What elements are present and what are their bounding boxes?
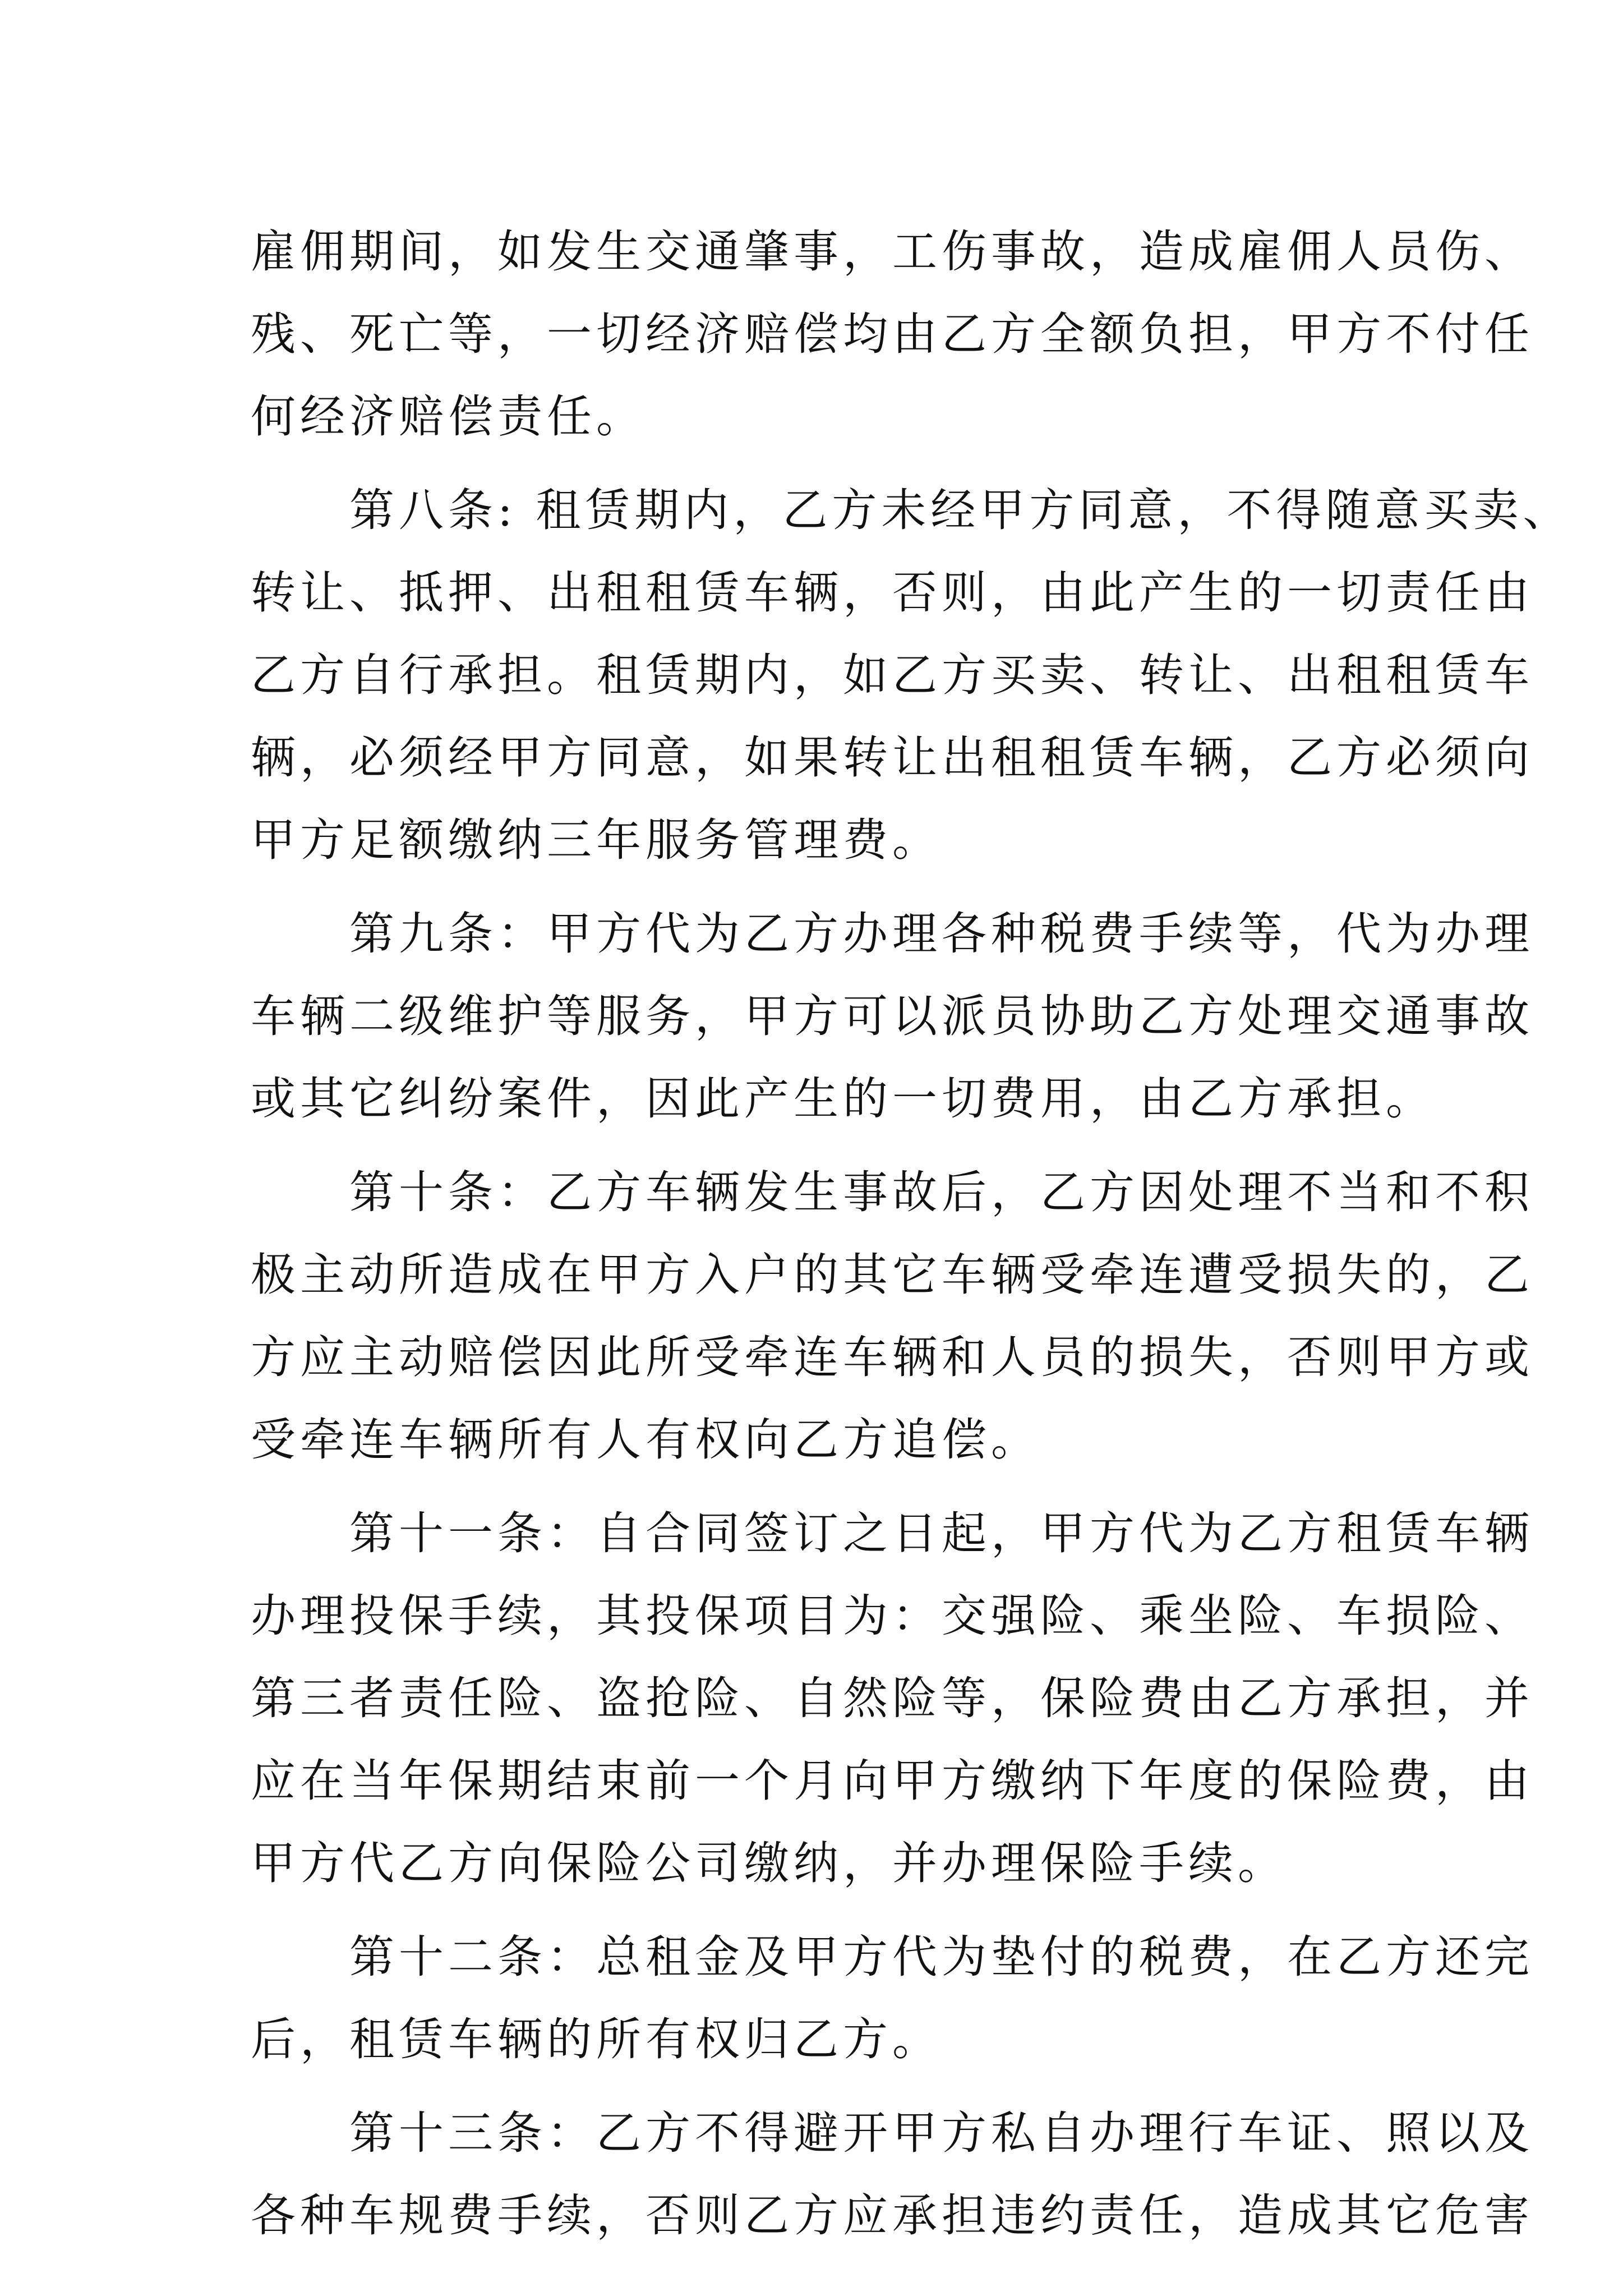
text-line: 甲方代乙方向保险公司缴纳，并办理保险手续。	[251, 1837, 1287, 1889]
paragraph	[251, 1151, 1534, 1481]
text-line: 第九条：甲方代为乙方办理各种税费手续等，代为办理	[251, 908, 1534, 960]
paragraph-gap	[251, 1904, 1395, 1916]
text-line: 第十一条：自合同签订之日起，甲方代为乙方租赁车辆	[251, 1507, 1534, 1559]
text-line: 受牵连车辆所有人有权向乙方追偿。	[251, 1414, 1040, 1466]
paragraph	[251, 2092, 1534, 2257]
paragraph	[251, 1916, 1534, 2081]
text-line: 后，租赁车辆的所有权归乙方。	[251, 2013, 942, 2065]
text-line: 各种车规费手续，否则乙方应承担违约责任，造成其它危害	[251, 2189, 1534, 2242]
paragraph	[251, 892, 1534, 1140]
text-line: 第十二条：总租金及甲方代为垫付的税费，在乙方还完	[251, 1931, 1534, 1983]
text-line: 极主动所造成在甲方入户的其它车辆受牵连遭受损失的，乙	[251, 1249, 1534, 1301]
text-line: 第十条：乙方车辆发生事故后，乙方因处理不当和不积	[251, 1166, 1534, 1218]
text-line: 辆，必须经甲方同意，如果转让出租租赁车辆，乙方必须向	[251, 731, 1534, 784]
text-line: 甲方足额缴纳三年服务管理费。	[251, 814, 942, 866]
paragraph-gap	[251, 1481, 1395, 1492]
text-line: 应在当年保期结束前一个月向甲方缴纳下年度的保险费，由	[251, 1755, 1534, 1807]
text-line: 转让、抵押、出租租赁车辆，否则，由此产生的一切责任由	[251, 567, 1534, 619]
document-body	[251, 210, 1573, 2257]
text-line: 或其它纠纷案件，因此产生的一切费用，由乙方承担。	[251, 1073, 1435, 1125]
text-line: 何经济赔偿责任。	[251, 390, 645, 443]
text-line: 第八条: 租赁期内，乙方未经甲方同意，不得随意买卖、	[251, 484, 1573, 536]
text-line: 乙方自行承担。租赁期内，如乙方买卖、转让、出租租赁车	[251, 649, 1534, 701]
paragraph-gap	[251, 881, 1395, 892]
paragraph	[251, 1492, 1534, 1904]
paragraph-gap	[251, 2081, 1395, 2092]
text-line: 方应主动赔偿因此所受牵连车辆和人员的损失，否则甲方或	[251, 1331, 1534, 1383]
text-line: 残、死亡等，一切经济赔偿均由乙方全额负担，甲方不付任	[251, 308, 1534, 360]
text-line: 办理投保手续，其投保项目为：交强险、乘坐险、车损险、	[251, 1590, 1534, 1642]
text-line: 第十三条：乙方不得避开甲方私自办理行车证、照以及	[251, 2107, 1534, 2159]
text-line: 雇佣期间，如发生交通肇事，工伤事故，造成雇佣人员伤、	[251, 226, 1534, 278]
paragraph-gap	[251, 458, 1395, 469]
paragraph-gap	[251, 1140, 1395, 1151]
text-line: 第三者责任险、盗抢险、自然险等，保险费由乙方承担，并	[251, 1672, 1534, 1724]
text-line: 车辆二级维护等服务，甲方可以派员协助乙方处理交通事故	[251, 990, 1534, 1042]
paragraph	[251, 469, 1573, 881]
paragraph	[251, 210, 1534, 458]
